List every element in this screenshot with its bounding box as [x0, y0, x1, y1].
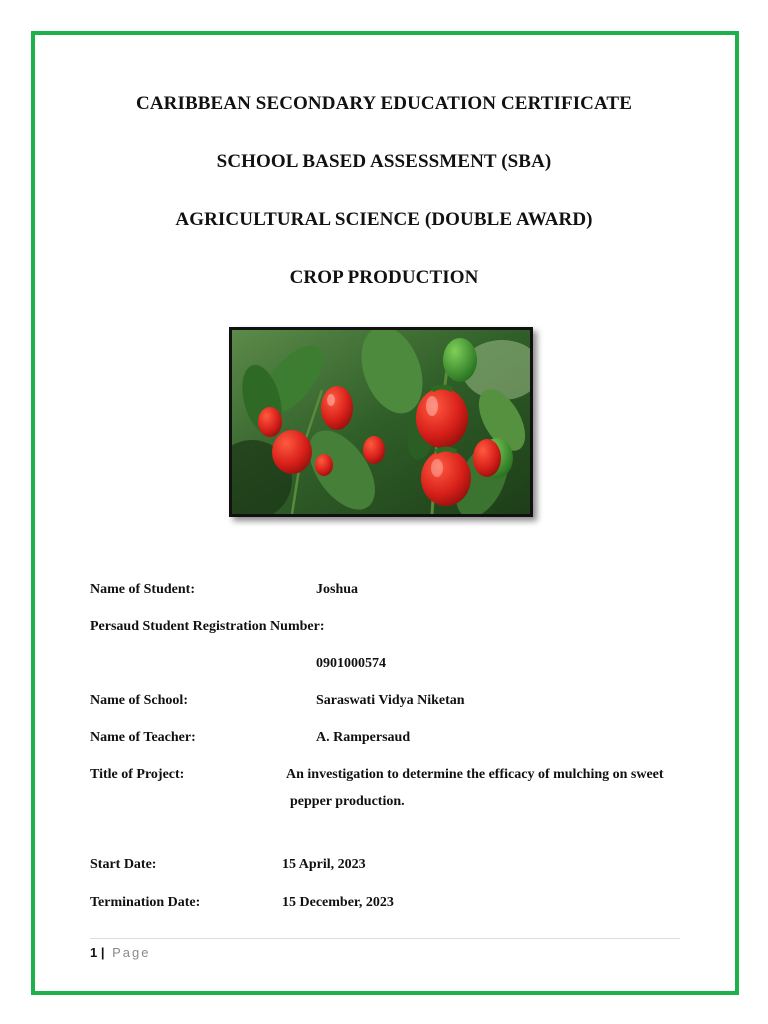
heading-sba: SCHOOL BASED ASSESSMENT (SBA) [216, 151, 552, 172]
school-name-value: Saraswati Vidya Niketan [316, 693, 465, 708]
termination-date-label: Termination Date: [90, 895, 201, 910]
page-number: 1 [90, 945, 98, 960]
termination-date-value: 15 December, 2023 [282, 895, 394, 910]
heading-certificate: CARIBBEAN SECONDARY EDUCATION CERTIFICATE [136, 93, 632, 114]
student-name-value: Joshua [316, 582, 359, 597]
student-name-label: Name of Student: [90, 582, 195, 597]
pepper-plant-illustration [232, 330, 530, 514]
heading-unit: CROP PRODUCTION [289, 267, 479, 288]
teacher-name-label: Name of Teacher: [90, 730, 196, 745]
footer-divider [90, 938, 680, 939]
registration-number-value: 0901000574 [316, 656, 386, 671]
project-title-label: Title of Project: [90, 767, 185, 782]
footer-separator: | [100, 945, 105, 960]
start-date-value: 15 April, 2023 [282, 857, 366, 872]
teacher-name-value: A. Rampersaud [316, 730, 411, 745]
project-title-value-line1: An investigation to determine the efficacy of mulching on sweet [286, 767, 664, 782]
school-name-label: Name of School: [90, 693, 188, 708]
heading-subject: AGRICULTURAL SCIENCE (DOUBLE AWARD) [175, 209, 593, 230]
page-footer [90, 945, 151, 960]
project-title-value-line2: pepper production. [290, 794, 405, 809]
registration-number-label: Persaud Student Registration Number: [90, 619, 325, 634]
pepper-plant-photo [229, 327, 533, 517]
start-date-label: Start Date: [90, 857, 157, 872]
page-word: Page [112, 945, 151, 960]
